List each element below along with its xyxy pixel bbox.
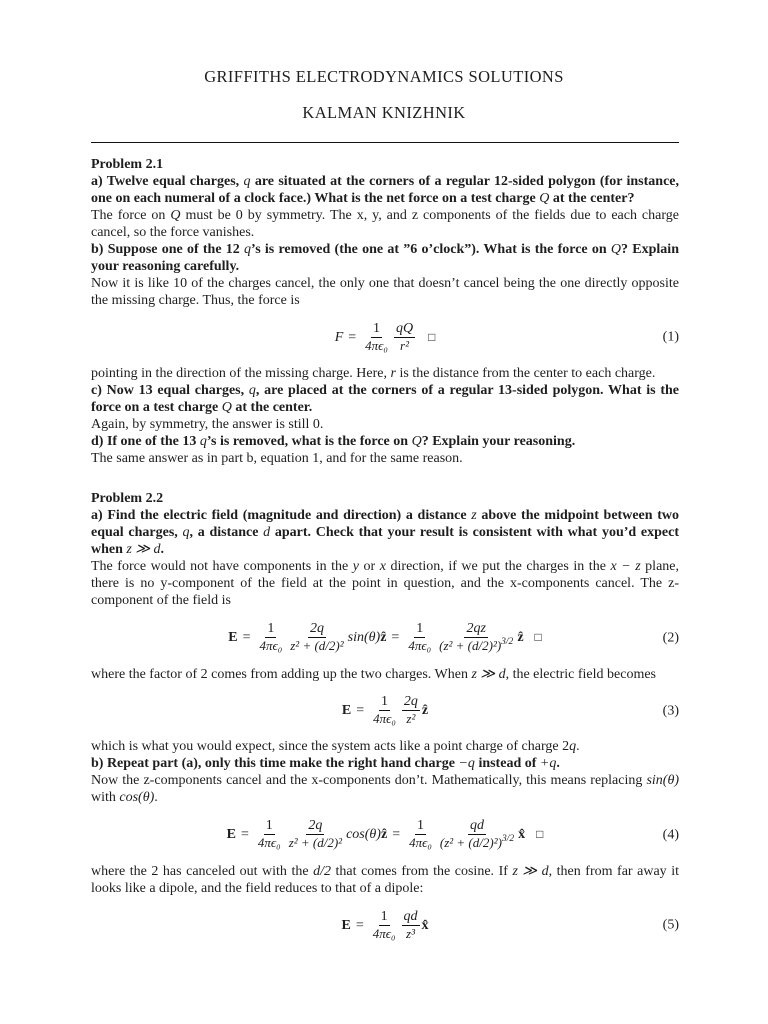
denominator: 4πϵ₀ [409, 835, 432, 850]
math-symbol: x [379, 559, 386, 574]
unit-vector-z: ẑ [517, 630, 524, 645]
math-symbol: −q [458, 756, 475, 771]
answer-text: or [359, 559, 380, 574]
document-title: GRIFFITHS ELECTRODYNAMICS SOLUTIONS [204, 67, 564, 86]
question-text: a) Twelve equal charges, [91, 174, 244, 189]
problem-2-2 [91, 490, 679, 953]
question-text: d) If one of the 13 [91, 434, 200, 449]
answer-text: with [91, 790, 120, 805]
denominator: z² [406, 711, 416, 726]
answer-b-continued [91, 863, 679, 897]
math-symbol: q [244, 242, 252, 257]
denominator: 4πϵ₀ [372, 925, 396, 941]
answer-text: which is what you would expect, since the system acts like a point charge of charge 2 [91, 739, 570, 754]
answer-text: is the distance from the center to each charge. [395, 366, 656, 381]
numerator: 2q [309, 621, 324, 636]
math-symbol: Q [170, 208, 181, 223]
math-symbol: q [243, 174, 251, 189]
fraction [406, 621, 433, 654]
numerator: 1 [416, 621, 424, 636]
eq-equals: = [391, 630, 400, 645]
answer-text: plane, there is no y-component of the field at the point in question, and the x-components cancel. The z-component of the field is [91, 559, 679, 608]
math-symbol: z ≫ d [512, 864, 549, 879]
fraction [371, 694, 398, 727]
math-symbol: r [390, 366, 396, 381]
question-text: . [556, 756, 560, 771]
math-symbol: q [199, 434, 207, 449]
fraction [394, 321, 415, 354]
answer-a [91, 558, 679, 609]
question-text: ? Explain your reasoning. [421, 434, 576, 449]
question-text: . [160, 542, 165, 557]
answer-b [91, 772, 679, 806]
answer-text: The force on [91, 208, 171, 223]
problem-heading: Problem 2.1 [91, 157, 164, 172]
numerator: qd [403, 908, 418, 924]
math-symbol: Q [610, 242, 622, 257]
numerator: 1 [416, 818, 424, 833]
equation-number: (3) [662, 703, 679, 718]
qed-box: □ [428, 329, 436, 344]
math-symbol: Q [221, 400, 232, 415]
question-text: ? Explain your reasoning carefully. [91, 242, 679, 274]
math-symbol: q [182, 525, 190, 540]
numerator: 1 [265, 818, 273, 833]
qed-box: □ [536, 827, 544, 841]
eq-equals: = [392, 827, 401, 842]
question-text: a) Find the electric field (magnitude and direction) a distance [91, 508, 472, 523]
question-d [91, 433, 679, 450]
problem-heading: Problem 2.2 [91, 491, 164, 506]
sine-factor: sin(θ) [347, 630, 381, 645]
numerator: 1 [373, 320, 381, 336]
numerator: 2q [308, 818, 323, 833]
equation-5 [91, 897, 679, 953]
numerator: 2q [403, 694, 418, 709]
eq-lhs: E [341, 703, 352, 718]
eq-lhs: E [226, 827, 236, 842]
numerator: 1 [380, 908, 388, 924]
answer-text: direction, if we put the charges in the [385, 559, 611, 574]
denominator-base: (z² + (d/2)²) [439, 638, 502, 653]
numerator: qQ [395, 320, 414, 336]
unit-vector-x: x̂ [421, 917, 429, 933]
fraction [256, 818, 283, 851]
numerator: qd [469, 818, 484, 833]
equation-1 [91, 309, 679, 365]
fraction [437, 621, 515, 654]
equation-4 [91, 806, 679, 863]
denominator: 4πϵ₀ [259, 638, 283, 653]
answer-a-continued [91, 666, 679, 683]
answer-text: Now the z-components cancel and the x-components don’t. Mathematically, this means replacing [91, 773, 647, 788]
answer-text: , then from far away it looks like a dipole, and the field reduces to that of a dipole: [91, 864, 679, 896]
question-text: apart. Check that your result is consistent with what you’d expect when [91, 525, 679, 557]
eq-equals: = [242, 630, 251, 645]
answer-b: Now it is like 10 of the charges cancel, the only one that doesn’t cancel being the one directly opposite the missing charge. Thus, the force is [91, 276, 679, 308]
math-symbol: q [569, 739, 577, 754]
fraction [363, 321, 390, 354]
denominator [437, 638, 515, 654]
answer-text: pointing in the direction of the missing charge. Here, [91, 366, 391, 381]
denominator: 4πϵ₀ [373, 711, 396, 726]
header-rule [91, 142, 679, 143]
fraction [257, 621, 284, 654]
eq-lhs: E [228, 630, 238, 645]
eq-lhs: F [334, 329, 344, 345]
question-text: ’s is removed (the one at ”6 o’clock”). What is the force on [251, 242, 611, 257]
denominator: 4πϵ₀ [257, 835, 281, 850]
answer-text: The force would not have components in the [91, 559, 353, 574]
numerator: 1 [267, 621, 275, 636]
equation-2 [91, 609, 679, 666]
question-text: , are placed at the corners of a regular 13-sided polygon. What is the force on a test charge [91, 383, 679, 415]
question-text: are situated at the corners of a regular 12-sided polygon (for instance, one on each numeral of a clock face.) What is the net force on a test charge [91, 174, 680, 206]
question-text: instead of [474, 756, 540, 771]
question-text: , a distance [189, 525, 264, 540]
math-symbol: Q [411, 434, 422, 449]
author-name: KALMAN KNIZHNIK [302, 103, 466, 122]
math-symbol: y [352, 559, 360, 574]
math-symbol: x − z [610, 559, 641, 574]
math-symbol: Q [539, 191, 550, 206]
math-symbol: z [471, 508, 477, 523]
unit-vector-z: ẑ [380, 630, 387, 645]
answer-text: , the electric field becomes [505, 667, 657, 682]
exponent: 3/2 [501, 637, 514, 647]
unit-vector-z: ẑ [380, 827, 388, 842]
question-text: b) Repeat part (a), only this time make the right hand charge [91, 756, 459, 771]
answer-text: where the factor of 2 comes from adding up the two charges. When [91, 667, 472, 682]
eq-equals: = [348, 329, 357, 345]
denominator-base: (z² + (d/2)²) [439, 835, 502, 850]
fraction [371, 909, 398, 942]
fraction [407, 818, 434, 851]
eq-equals: = [241, 827, 249, 842]
equation-number: (5) [662, 917, 679, 933]
math-symbol: cos(θ) [119, 790, 155, 805]
document-body [91, 156, 679, 953]
question-text: b) Suppose one of the 12 [91, 242, 245, 257]
equation-number: (2) [662, 630, 679, 645]
question-text: at the center? [549, 191, 635, 206]
eq-lhs: E [341, 917, 351, 933]
answer-text: must be 0 by symmetry. The x, y, and z components of the fields due to each charge cancel, so the force vanishes. [91, 208, 679, 240]
equation-number: (1) [662, 329, 679, 345]
question-text: above the midpoint between two equal charges, [91, 508, 679, 540]
answer-a-conclusion [91, 738, 679, 755]
answer-b-continued [91, 365, 679, 382]
answer-text: . [576, 739, 580, 754]
answer-c: Again, by symmetry, the answer is still 0. [91, 417, 324, 432]
math-symbol: q [248, 383, 256, 398]
denominator: z² + (d/2)² [288, 835, 343, 850]
question-c [91, 382, 679, 416]
answer-text: . [154, 790, 158, 805]
answer-a [91, 207, 679, 241]
numerator: 1 [381, 694, 389, 709]
exponent: 3/2 [501, 834, 515, 844]
qed-box: □ [534, 630, 542, 644]
numerator: 2qz [466, 621, 486, 636]
problem-2-1 [91, 156, 679, 467]
math-symbol: z ≫ d [126, 542, 161, 557]
denominator: 4πϵ₀ [365, 337, 388, 353]
math-symbol: d/2 [313, 864, 331, 879]
fraction [438, 818, 516, 851]
equation-3 [91, 683, 679, 738]
math-symbol: z ≫ d [471, 667, 506, 682]
question-a [91, 507, 679, 558]
denominator [438, 835, 516, 851]
answer-d: The same answer as in part b, equation 1, and for the same reason. [91, 451, 463, 466]
math-symbol: +q [539, 756, 557, 771]
unit-vector-z: ẑ [421, 703, 429, 718]
answer-text: where the 2 has canceled out with the [91, 864, 314, 879]
equation-number: (4) [662, 827, 679, 842]
fraction [402, 909, 420, 942]
math-symbol: d [263, 525, 271, 540]
section-gap [91, 467, 679, 490]
question-a [91, 173, 679, 207]
fraction [287, 818, 344, 851]
fraction [402, 694, 420, 727]
math-symbol: sin(θ) [646, 773, 679, 788]
denominator: z² + (d/2)² [290, 638, 344, 653]
denominator: 4πϵ₀ [408, 638, 432, 653]
cosine-factor: cos(θ) [346, 827, 381, 842]
question-b [91, 755, 679, 772]
fraction [288, 621, 345, 654]
question-text: c) Now 13 equal charges, [91, 383, 249, 398]
eq-equals: = [355, 917, 364, 933]
answer-text: that comes from the cosine. If [331, 864, 513, 879]
unit-vector-x: x̂ [518, 827, 526, 842]
question-text: ’s is removed, what is the force on [206, 434, 412, 449]
denominator: z³ [406, 925, 415, 941]
denominator: r² [400, 337, 409, 353]
eq-equals: = [356, 703, 365, 718]
question-b [91, 241, 679, 275]
question-text: at the center. [231, 400, 313, 415]
